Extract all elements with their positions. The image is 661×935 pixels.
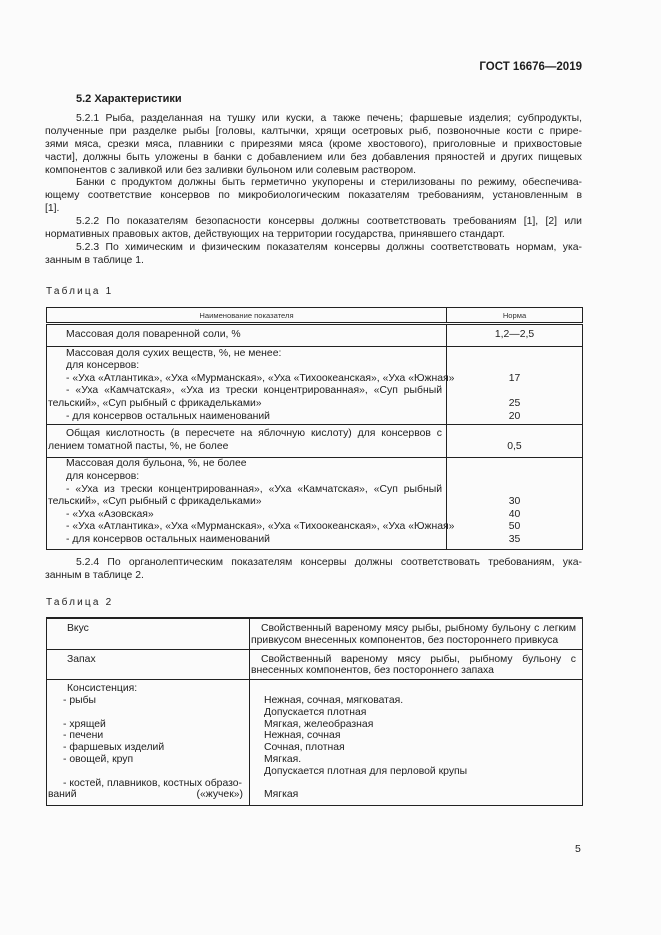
description-line: Допускается плотная для перловой крупы <box>264 765 468 777</box>
description-line: Свойственный вареному мясу рыбы, рыбному бульону с легким <box>261 623 576 634</box>
indicator-cell <box>47 458 455 549</box>
paragraph <box>45 113 582 177</box>
property-line <box>47 766 249 778</box>
text-line: нормативных правовых актов, действующих на территории государства, принявшего стандарт. <box>45 229 505 241</box>
property-line: - хрящей <box>63 718 106 730</box>
text-line: компонентов с заливкой или без заливки бульоном или солевым раствором. <box>45 164 417 176</box>
property-cell <box>47 680 250 806</box>
indicator-line: - для консервов остальных наименований <box>66 410 270 422</box>
text-line: 5.2.3 По химическим и физическим показателям консервы должны соответствовать нормам, ука- <box>76 241 582 253</box>
description-line: Мягкая, желеобразная <box>264 718 374 730</box>
property-line: - фаршевых изделий <box>63 742 165 754</box>
indicator-line: для консервов: <box>66 470 140 482</box>
property-line: Запах <box>67 653 96 665</box>
indicator-cell <box>47 346 455 425</box>
table-row <box>47 618 583 649</box>
description-line: Сочная, плотная <box>264 742 345 754</box>
table-1 <box>46 307 583 550</box>
norm-value <box>447 385 582 398</box>
norm-cell <box>447 346 583 425</box>
indicator-line: - «Уха из трески концентрированная», «Уха «Камчатская», «Суп рыбный <box>66 483 442 495</box>
indicator-line: - «Уха «Азовская» <box>66 508 154 520</box>
table-2 <box>46 617 583 806</box>
paragraph-5-2-4 <box>45 557 582 583</box>
norm-value: 20 <box>508 410 521 422</box>
description-cell <box>250 649 583 680</box>
norm-value <box>447 428 582 441</box>
description-line: Мягкая. <box>264 753 302 765</box>
text-line: зями мяса, срезки мяса, плавники с прирезями мяса (кроме хвостового), приголовные и прихвостовые <box>45 138 582 150</box>
norm-value: 25 <box>508 397 521 409</box>
text-line: занным в таблице 2. <box>45 569 144 581</box>
description-line <box>250 683 582 695</box>
indicator-line: - «Уха «Атлантика», «Уха «Мурманская», «Уха «Тихоокеанская», «Уха «Южная» <box>66 521 455 533</box>
property-line: Вкус <box>67 623 89 634</box>
indicator-line: Массовая доля сухих веществ, %, не менее: <box>66 347 282 359</box>
description-cell <box>250 618 583 649</box>
norm-cell <box>447 458 583 549</box>
norm-value: 1,2—2,5 <box>494 329 535 340</box>
text-line: полученные при разделке рыбы [головы, калтычки, хрящи осетровых рыб, позвоночные кости с прире- <box>45 125 582 137</box>
property-line: ваний («жучек») <box>48 789 243 801</box>
description-line: Допускается плотная <box>264 706 367 718</box>
norm-value: 30 <box>508 496 521 508</box>
document-code: ГОСТ 16676—2019 <box>479 61 582 73</box>
indicator-line: - «Уха «Камчатская», «Уха из трески концентрированная», «Суп рыбный <box>66 385 442 397</box>
header-norm: Норма <box>447 308 583 324</box>
paragraph <box>45 557 582 583</box>
header-indicator-name: Наименование показателя <box>47 308 447 324</box>
norm-value <box>447 458 582 471</box>
norm-value <box>447 484 582 497</box>
text-line: 5.2.4 По органолептическим показателям консервы должны соответствовать требованиям, ука- <box>76 557 582 568</box>
section-title: 5.2 Характеристики <box>76 93 182 105</box>
norm-cell <box>447 324 583 347</box>
indicator-line: Массовая доля поваренной соли, % <box>66 329 241 340</box>
table-row <box>47 680 583 806</box>
indicator-line: - для консервов остальных наименований <box>66 533 270 545</box>
indicator-line: лением томатной пасты, %, не более <box>48 440 229 452</box>
indicator-line: тельский», «Суп рыбный с фрикадельками» <box>48 496 262 508</box>
description-line <box>250 778 582 790</box>
body-text <box>45 113 582 268</box>
norm-value <box>447 348 582 361</box>
text-line: части], должны быть уложены в банки с добавлением или без добавления пряностей и других пищевых <box>45 151 582 163</box>
property-cell <box>47 649 250 680</box>
property-line: - печени <box>63 730 104 742</box>
table-1-caption: Таблица 1 <box>46 286 114 297</box>
indicator-line: для консервов: <box>66 360 140 372</box>
paragraph <box>45 177 582 216</box>
property-line <box>47 635 249 647</box>
table-row <box>47 346 583 425</box>
text-line: занным в таблице 1. <box>45 254 144 266</box>
description-line: привкусом внесенных компонентов, без постороннего привкуса <box>251 634 559 646</box>
norm-value: 40 <box>508 508 521 520</box>
description-line: Нежная, сочная <box>264 730 341 742</box>
table-header-row <box>47 308 583 324</box>
norm-value: 0,5 <box>507 440 522 452</box>
text-line: 5.2.1 Рыба, разделанная на тушку или куски, а также печень; фаршевые изделия; субпродукты, <box>76 113 582 124</box>
table-row <box>47 425 583 458</box>
indicator-cell <box>47 425 447 458</box>
text-line: [1]. <box>45 203 60 215</box>
norm-cell <box>447 425 583 458</box>
paragraph <box>45 242 582 268</box>
indicator-line: - «Уха «Атлантика», «Уха «Мурманская», «Уха «Тихоокеанская», «Уха «Южная» <box>66 372 455 384</box>
indicator-line: Массовая доля бульона, %, не более <box>66 458 247 470</box>
property-line: - костей, плавников, костных образо- <box>63 777 242 789</box>
table-2-caption: Таблица 2 <box>46 597 114 608</box>
property-line <box>47 707 249 719</box>
description-line: Нежная, сочная, мягковатая. <box>264 694 404 706</box>
table-row <box>47 324 583 347</box>
table-row <box>47 458 583 549</box>
text-line: Банки с продуктом должны быть герметично укупорены и стерилизованы по режиму, обеспечива- <box>76 177 582 189</box>
indicator-line: тельский», «Суп рыбный с фрикадельками» <box>48 397 262 409</box>
description-cell <box>250 680 583 806</box>
property-line: - рыбы <box>63 694 97 706</box>
norm-value: 17 <box>508 372 521 384</box>
text-line: ющему соответствие консервов по микробиологическим показателям требованиям, установленным в <box>45 190 582 202</box>
property-line <box>47 665 249 677</box>
norm-value <box>447 360 582 373</box>
indicator-cell <box>47 324 447 347</box>
norm-value <box>447 471 582 484</box>
text-line: 5.2.2 По показателям безопасности консервы должны соответствовать требованиям [1], [2] или <box>76 216 582 228</box>
norm-value: 50 <box>508 521 521 533</box>
property-cell <box>47 618 250 649</box>
indicator-line: Общая кислотность (в пересчете на яблочную кислоту) для консервов с <box>66 428 442 440</box>
description-line: Мягкая <box>264 789 299 801</box>
paragraph <box>45 216 582 242</box>
description-line: внесенных компонентов, без постороннего запаха <box>251 665 494 677</box>
property-line: Консистенция: <box>67 683 138 695</box>
property-line: - овощей, круп <box>63 753 134 765</box>
table-row <box>47 649 583 680</box>
norm-value: 35 <box>508 533 521 545</box>
page-number: 5 <box>575 843 581 855</box>
description-line: Свойственный вареному мясу рыбы, рыбному бульону с <box>261 653 576 665</box>
